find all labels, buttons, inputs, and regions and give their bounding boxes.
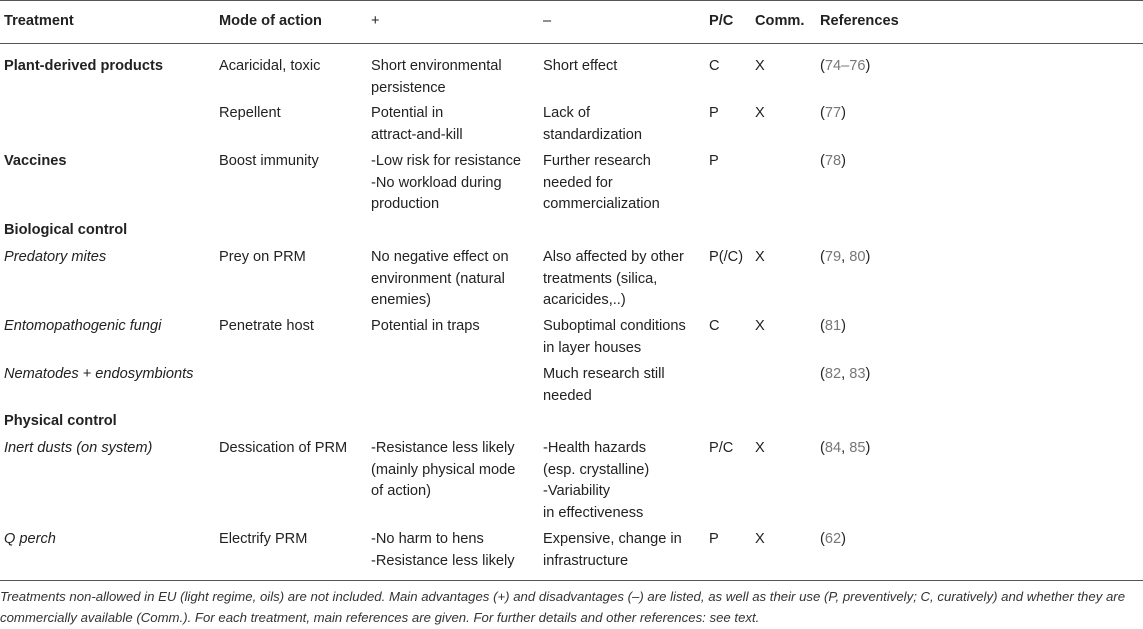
reference-link[interactable]: 79 — [824, 249, 842, 265]
cell-references: (81) — [820, 318, 846, 334]
table-caption: Treatments non-allowed in EU (light regime, oils) are not included. Main advantages (+) and disadvantages (–) are listed, as well as their use (P, preventively; C, curatively) and whether they are commercially available (Comm.). For each treatment, main references are given. For further details and other references: see text. — [0, 589, 1126, 625]
cell-comm: X — [755, 105, 765, 121]
cell-minus: Suboptimal conditions in layer houses — [543, 318, 686, 356]
cell-minus: Expensive, change in infrastructure — [543, 531, 682, 569]
header-rule — [0, 43, 1143, 44]
cell-references: (79, 80) — [820, 249, 871, 265]
cell-pc: P — [709, 153, 719, 169]
cell-references: (74–76) — [820, 58, 871, 74]
cell-minus: Short effect — [543, 58, 618, 74]
cell-mode: Repellent — [219, 105, 281, 121]
cell-plus: Potential in traps — [371, 318, 480, 334]
cell-mode: Acaricidal, toxic — [219, 58, 321, 74]
header-minus: – — [543, 13, 552, 29]
cell-mode: Electrify PRM — [219, 531, 308, 547]
cell-pc: C — [709, 318, 720, 334]
cell-minus: Further research needed for commercialization — [543, 153, 660, 212]
cell-minus: -Health hazards (esp. crystalline) -Variability in effectiveness — [543, 440, 650, 521]
cell-plus: Short environmental persistence — [371, 58, 502, 96]
top-rule — [0, 0, 1143, 1]
reference-link[interactable]: 80 — [849, 249, 866, 265]
cell-references: (82, 83) — [820, 366, 871, 382]
cell-plus: -Resistance less likely (mainly physical mode of action) — [371, 440, 516, 499]
cell-treatment: Predatory mites — [4, 249, 107, 265]
cell-mode: Dessication of PRM — [219, 440, 348, 456]
cell-treatment: Physical control — [4, 413, 117, 429]
cell-treatment: Inert dusts (on system) — [4, 440, 153, 456]
reference-link[interactable]: 82 — [824, 366, 842, 382]
header-pc: P/C — [709, 13, 734, 29]
cell-treatment: Biological control — [4, 222, 128, 238]
cell-minus: Much research still needed — [543, 366, 665, 404]
cell-references: (77) — [820, 105, 846, 121]
cell-pc: P — [709, 105, 719, 121]
reference-link[interactable]: 74–76 — [824, 58, 866, 74]
reference-link[interactable]: 78 — [824, 153, 842, 169]
cell-plus: No negative effect on environment (natural enemies) — [371, 249, 509, 308]
header-mode: Mode of action — [219, 13, 322, 29]
cell-comm: X — [755, 318, 765, 334]
cell-minus: Lack of standardization — [543, 105, 642, 143]
cell-pc: C — [709, 58, 720, 74]
cell-minus: Also affected by other treatments (silica, acaricides,..) — [543, 249, 684, 308]
cell-treatment: Vaccines — [4, 153, 67, 169]
cell-pc: P — [709, 531, 719, 547]
cell-comm: X — [755, 58, 765, 74]
cell-references: (62) — [820, 531, 846, 547]
cell-treatment: Entomopathogenic fungi — [4, 318, 162, 334]
cell-pc: P/C — [709, 440, 734, 456]
cell-comm: X — [755, 440, 765, 456]
cell-pc: P(/C) — [709, 249, 744, 265]
reference-link[interactable]: 77 — [824, 105, 842, 121]
reference-link[interactable]: 85 — [849, 440, 866, 456]
cell-plus: -Low risk for resistance -No workload during production — [371, 153, 522, 212]
reference-link[interactable]: 81 — [824, 318, 842, 334]
cell-mode: Penetrate host — [219, 318, 314, 334]
cell-treatment: Q perch — [4, 531, 56, 547]
cell-references: (78) — [820, 153, 846, 169]
header-plus: + — [371, 13, 380, 29]
reference-link[interactable]: 84 — [824, 440, 842, 456]
cell-mode: Boost immunity — [219, 153, 319, 169]
cell-references: (84, 85) — [820, 440, 871, 456]
bottom-rule — [0, 580, 1143, 581]
header-references: References — [820, 13, 899, 29]
cell-plus: Potential in attract-and-kill — [371, 105, 463, 143]
reference-link[interactable]: 83 — [849, 366, 866, 382]
cell-comm: X — [755, 249, 765, 265]
cell-comm: X — [755, 531, 765, 547]
header-comm: Comm. — [755, 13, 805, 29]
cell-plus: -No harm to hens -Resistance less likely — [371, 531, 515, 569]
cell-treatment: Nematodes + endosymbionts — [4, 366, 194, 382]
cell-mode: Prey on PRM — [219, 249, 306, 265]
cell-treatment: Plant-derived products — [4, 58, 163, 74]
reference-link[interactable]: 62 — [824, 531, 842, 547]
header-treatment: Treatment — [4, 13, 74, 29]
